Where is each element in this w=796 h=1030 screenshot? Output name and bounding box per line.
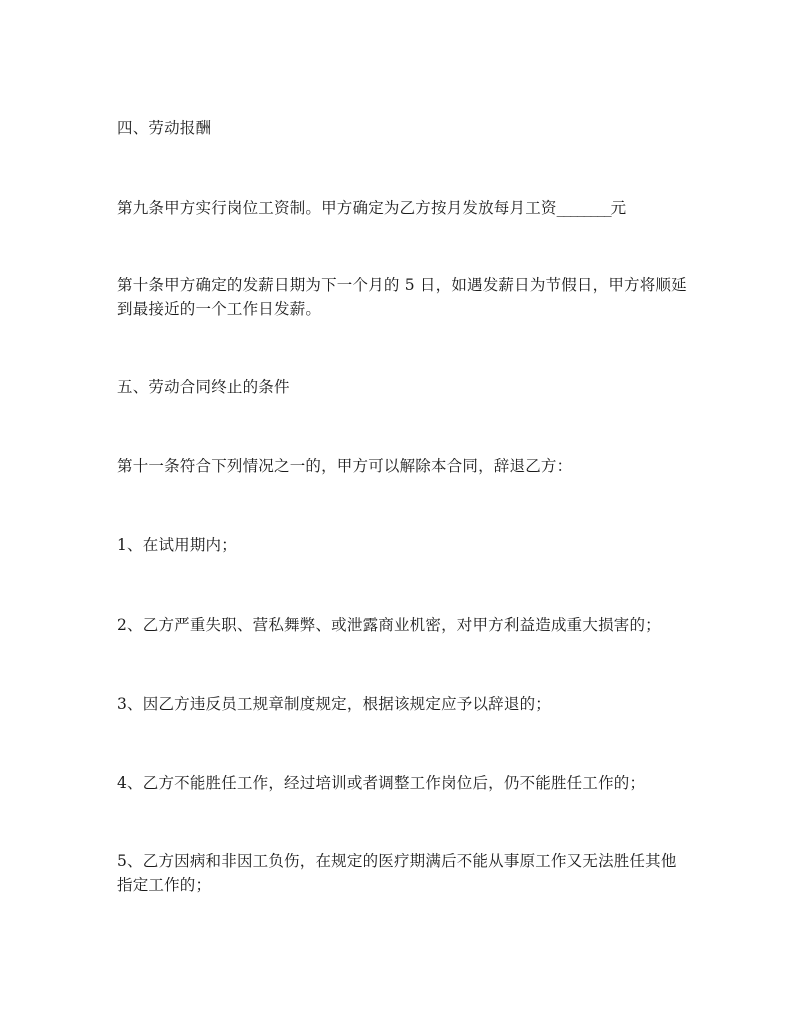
list-item-5-line-2: 指定工作的； bbox=[117, 876, 212, 894]
list-item-3: 3、因乙方违反员工规章制度规定，根据该规定应予以辞退的； bbox=[117, 695, 551, 713]
article-10-paragraph bbox=[117, 273, 687, 321]
section-heading-contract-termination: 五、劳动合同终止的条件 bbox=[117, 378, 290, 396]
section-heading-labor-remuneration: 四、劳动报酬 bbox=[117, 119, 212, 137]
salary-amount-blank: ________ bbox=[556, 199, 611, 217]
list-item-5 bbox=[117, 849, 687, 897]
article-9-text: 第九条甲方实行岗位工资制。甲方确定为乙方按月发放每月工资 bbox=[117, 199, 557, 217]
article-10-line-1: 第十条甲方确定的发薪日期为下一个月的 5 日，如遇发薪日为节假日，甲方将顺延 bbox=[117, 276, 687, 294]
article-11-paragraph: 第十一条符合下列情况之一的，甲方可以解除本合同，辞退乙方： bbox=[117, 457, 573, 475]
salary-unit: 元 bbox=[610, 199, 627, 217]
list-item-2: 2、乙方严重失职、营私舞弊、或泄露商业机密，对甲方利益造成重大损害的； bbox=[117, 616, 661, 634]
list-item-1: 1、在试用期内； bbox=[117, 536, 237, 554]
article-9-paragraph bbox=[117, 196, 687, 220]
list-item-5-line-1: 5、乙方因病和非因工负伤，在规定的医疗期满后不能从事原工作又无法胜任其他 bbox=[117, 852, 677, 870]
article-10-line-2: 到最接近的一个工作日发薪。 bbox=[117, 300, 322, 318]
list-item-4: 4、乙方不能胜任工作，经过培训或者调整工作岗位后，仍不能胜任工作的； bbox=[117, 774, 646, 792]
